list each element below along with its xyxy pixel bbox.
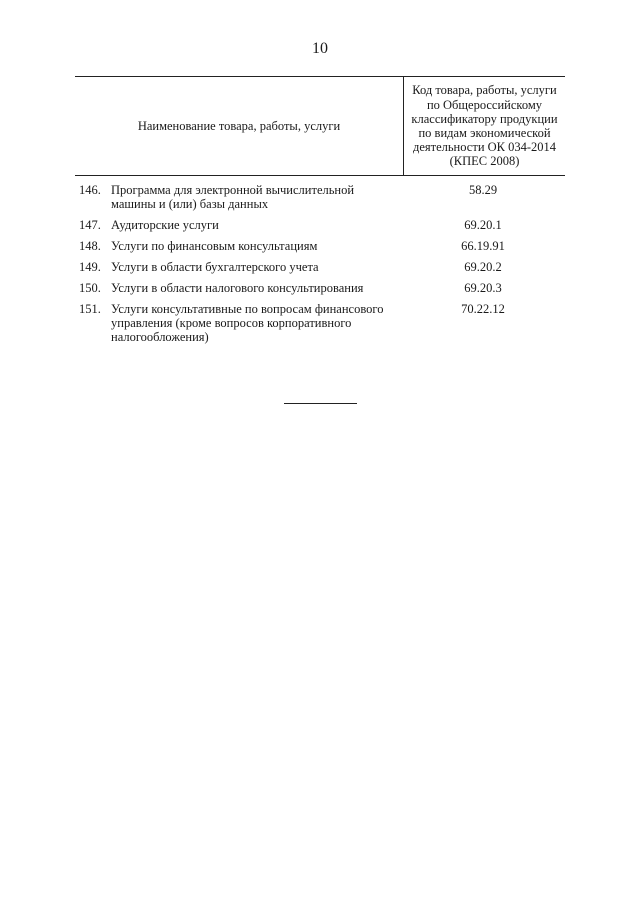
- table-row: [75, 239, 565, 253]
- page-number: 10: [312, 40, 328, 57]
- row-number: 146.: [79, 183, 101, 197]
- row-code: 66.19.91: [461, 239, 505, 253]
- table-row: [75, 260, 565, 274]
- column-header-name: Наименование товара, работы, услуги: [75, 77, 404, 175]
- row-name: Аудиторские услуги: [111, 218, 219, 232]
- table-body: [75, 183, 565, 344]
- row-name: Услуги по финансовым консультациям: [111, 239, 318, 253]
- table-row: [75, 218, 565, 232]
- table-row: [75, 183, 565, 211]
- table-row: [75, 281, 565, 295]
- row-name: Услуги консультативные по вопросам финансового управления (кроме вопросов корпоративного налогообложения): [111, 302, 384, 344]
- row-number: 151.: [79, 302, 101, 316]
- row-number: 149.: [79, 260, 101, 274]
- row-name: Услуги в области бухгалтерского учета: [111, 260, 319, 274]
- end-divider: [284, 403, 357, 404]
- row-code: 69.20.1: [464, 218, 502, 232]
- row-name: Программа для электронной вычислительной машины и (или) базы данных: [111, 183, 355, 211]
- row-code: 69.20.2: [464, 260, 502, 274]
- row-number: 148.: [79, 239, 101, 253]
- column-header-code: Код товара, работы, услуги по Общероссийскому классификатору продукции по видам экономической деятельности ОК 034-2014 (КПЕС 2008): [411, 83, 558, 169]
- row-code: 58.29: [468, 183, 498, 197]
- row-name: Услуги в области налогового консультирования: [111, 281, 364, 295]
- row-code: 70.22.12: [461, 302, 505, 316]
- row-code: 69.20.3: [464, 281, 502, 295]
- row-number: 147.: [79, 218, 101, 232]
- row-number: 150.: [79, 281, 101, 295]
- classifier-table: [75, 76, 565, 351]
- table-header: [75, 76, 565, 176]
- table-row: [75, 302, 565, 344]
